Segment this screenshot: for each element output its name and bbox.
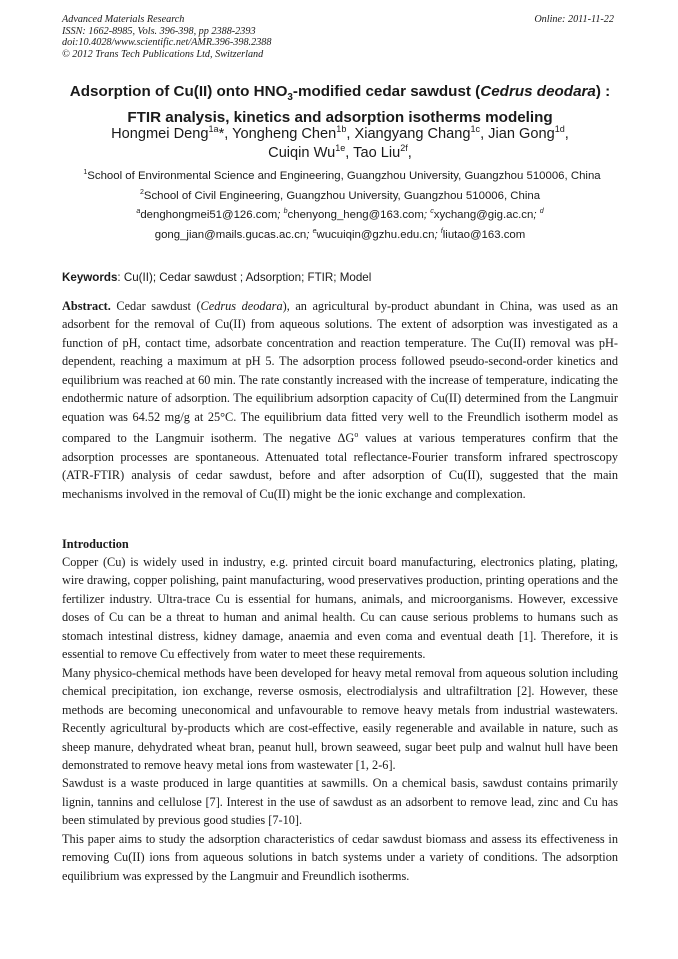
affiliation-2	[62, 187, 618, 207]
affiliation-1	[62, 167, 618, 187]
author-sup: 2f	[400, 143, 408, 154]
author-name: Yongheng Chen	[232, 126, 337, 142]
email-address[interactable]: xychang@gig.ac.cn	[433, 209, 534, 221]
email-sup: e	[312, 227, 317, 235]
keywords	[62, 270, 618, 285]
journal-name: Advanced Materials Research	[62, 14, 185, 25]
intro-paragraph: Sawdust is a waste produced in large quantities at sawmills. On a chemical basis, sawdust contains primarily lignin, tannins and cellulose [7]. Interest in the use of sawdust as an adsorbent to remove lead, zinc and Cu has been stimulated by previous good studies [7-10].	[62, 776, 618, 828]
author-sep: ,	[407, 145, 412, 161]
author-sup: 1a	[208, 124, 219, 135]
corresponding-mark: *	[218, 126, 225, 142]
abstract-text: Cedar sawdust (	[110, 299, 201, 313]
affiliation-text: School of Environmental Science and Engineering, Guangzhou University, Guangzhou 510006, China	[87, 170, 601, 182]
doi-line: doi:10.4028/www.scientific.net/AMR.396-398.2388	[62, 37, 272, 49]
author-list	[62, 125, 618, 163]
email-sep: ;	[434, 228, 441, 241]
author-sep: ,	[564, 126, 569, 142]
affiliation-sup: 2	[139, 188, 144, 196]
intro-paragraph: Copper (Cu) is widely used in industry, e.g. printed circuit board manufacturing, electronics plating, plating, wire drawing, copper polishing, paint manufacturing, wood preservatives production, printing operations and the fertilizer industry. Ultra-trace Cu is essential for humans, animals, and microorganisms. However, excessive doses of Cu can be a threat to human and animal health. Cu can cause serious problems to humans such as stomach intestinal distress, kidney damage, anaemia and even coma and eventual death [1]. Therefore, it is essential to remove Cu effectively from water to meet these requirements.	[62, 555, 618, 662]
email-line-2	[62, 226, 618, 246]
title-text-2: -modified cedar sawdust (	[292, 83, 481, 100]
email-sep: ;	[533, 209, 540, 221]
abstract-label: Abstract.	[62, 299, 111, 313]
author-sup: 1d	[554, 124, 565, 135]
author-sup: 1c	[470, 124, 481, 135]
email-sep: ;	[277, 209, 284, 221]
email-sep: ;	[423, 209, 431, 221]
abstract-text: ), an agricultural by-product abundant in China, was used as an adsorbent for the removal of Cu(II) from aqueous solutions. The extent of adsorption was investigated as a function of pH, contact time, adsorbate concentration and reaction temperature. The Cu(II) removal was pH-dependent, reaching a maximum at pH 5. The adsorption process followed pseudo-second-order kinetics and equilibrium was reached at 60 min. The rate constantly increased with the increase of temperature, indicating the endothermic nature of adsorption. The equilibrium adsorption capacity of Cu(II) determined from the Langmuir equation was 64.52 mg/g at 25°C. The equilibrium data fitted very well to the Freundlich isotherm model as compared to the Langmuir isotherm. The negative ΔG	[62, 299, 619, 446]
abstract	[62, 297, 618, 503]
email-address[interactable]: chenyong_heng@163.com	[287, 209, 424, 221]
intro-paragraph: This paper aims to study the adsorption characteristics of cedar sawdust biomass and assess its effectiveness in removing Cu(II) ions from aqueous solutions in batch systems under a variety of conditions. The adsorption equilibrium was expressed by the Langmuir and Freundlich isotherms.	[62, 831, 618, 883]
email-sup: f	[440, 227, 443, 235]
email-line-1	[62, 206, 618, 226]
title-subscript: 3	[287, 92, 293, 104]
title-species: Cedrus deodara	[480, 83, 596, 100]
author-sep: ,	[345, 145, 354, 161]
title-text-1: Adsorption of Cu(II) onto HNO	[69, 83, 288, 100]
delta-g-superscript: o	[354, 430, 359, 440]
author-sup: 1b	[336, 124, 347, 135]
abstract-text: values at various temperatures confirm that the adsorption processes are spontaneous. Attenuated total reflectance-Fourier transform infrared spectroscopy (ATR-FTIR) analysis of cedar sawdust, before and after adsorption of Cu(II), suggested that the main mechanisms involved in the removal of Cu(II) might be the ionic exchange and complexation.	[62, 431, 618, 501]
introduction-body	[62, 553, 618, 885]
online-date: Online: 2011-11-22	[534, 14, 614, 25]
title-text-3: ) : FTIR analysis, kinetics and adsorption isotherms modeling	[127, 83, 611, 127]
issn-line: ISSN: 1662-8985, Vols. 396-398, pp 2388-2393	[62, 25, 256, 37]
author-name: Xiangyang Chang	[354, 126, 471, 142]
journal-header	[62, 14, 618, 60]
abstract-species: Cedrus deodara	[200, 299, 283, 313]
email-sup: b	[283, 208, 288, 216]
email-sup: c	[430, 208, 434, 216]
author-name: Cuiqin Wu	[268, 145, 336, 161]
email-address[interactable]: gong_jian@mails.gucas.ac.cn	[154, 228, 307, 241]
keywords-text: : Cu(II); Cedar sawdust ; Adsorption; FTIR; Model	[117, 271, 372, 284]
author-name: Jian Gong	[488, 126, 555, 142]
affiliation-text: School of Civil Engineering, Guangzhou University, Guangzhou 510006, China	[143, 189, 541, 202]
affiliation-sup: 1	[83, 169, 88, 177]
email-address[interactable]: wucuiqin@gzhu.edu.cn	[316, 228, 435, 241]
email-address[interactable]: liutao@163.com	[442, 228, 526, 241]
copyright-line: © 2012 Trans Tech Publications Ltd, Switzerland	[62, 48, 264, 60]
email-sup: a	[136, 208, 141, 216]
author-sep: ,	[224, 126, 233, 142]
paper-title	[62, 82, 618, 128]
keywords-label: Keywords	[62, 271, 118, 284]
email-sep: ;	[306, 228, 313, 241]
author-sep: ,	[480, 126, 489, 142]
email-sup: d	[539, 208, 544, 216]
email-address[interactable]: denghongmei51@126.com	[140, 209, 278, 221]
author-name: Hongmei Deng	[111, 126, 209, 142]
abstract-paragraph	[62, 297, 618, 503]
intro-paragraph: Many physico-chemical methods have been developed for heavy metal removal from aqueous solution including chemical precipitation, ion exchange, reverse osmosis, electrodialysis and ultrafiltration [2]. However, these methods are becoming uneconomical and unfavourable to remove heavy metals from industrial wastewaters. Recently agricultural by-products which are cost-effective, easily regenerable and available in nature, such as sheep manure, dehydrated wheat bran, peanut hull, brown seaweed, sugar beet pulp and walnut hull have been demonstrated to remove heavy metal ions from wastewater [1, 2-6].	[62, 665, 618, 772]
author-sup: 1e	[335, 143, 346, 154]
section-heading-introduction: Introduction	[62, 537, 129, 551]
author-sep: ,	[346, 126, 355, 142]
author-name: Tao Liu	[353, 145, 401, 161]
affiliations	[62, 167, 618, 245]
